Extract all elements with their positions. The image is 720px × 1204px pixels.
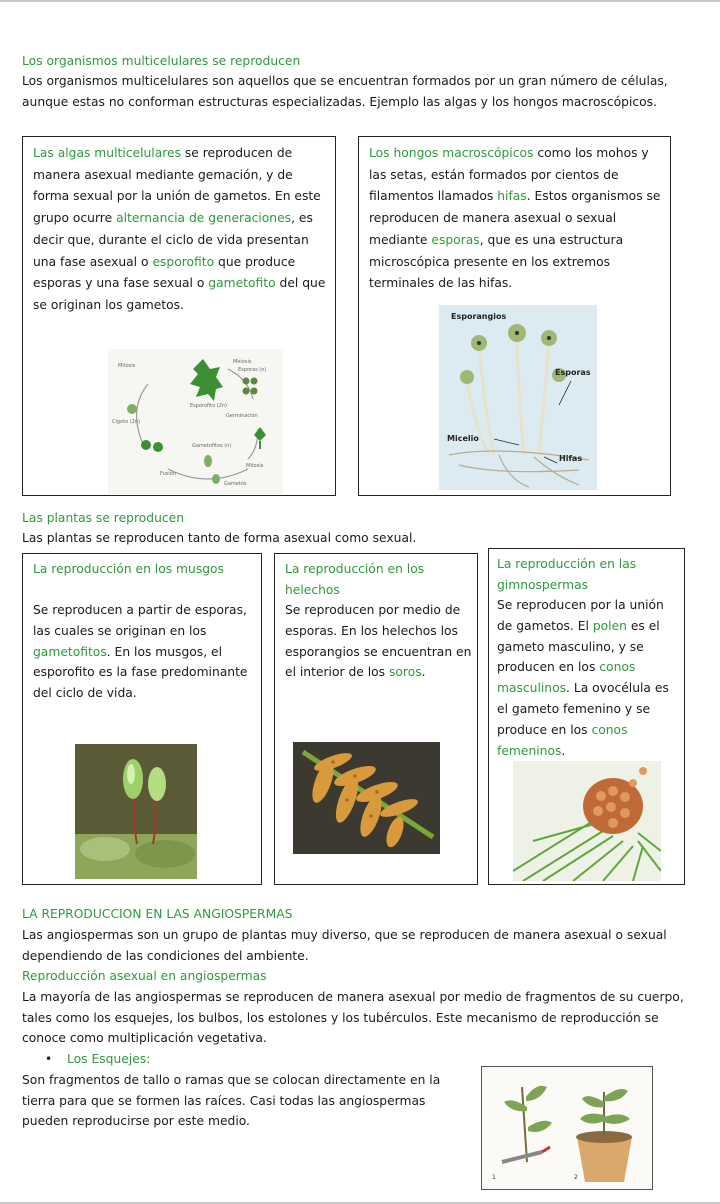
moss-photo xyxy=(75,744,197,879)
diagram-label: Mitosis xyxy=(118,363,136,369)
term-hifas: hifas xyxy=(497,189,527,204)
term-gametofitos: gametofitos xyxy=(33,644,107,659)
musgos-text-1: Se reproducen a partir de esporas, las cuales se originan en los xyxy=(33,603,247,638)
gimnospermas-title: La reproducción en las gimnospermas xyxy=(497,557,637,592)
term-algas: Las algas multicelulares xyxy=(33,146,181,160)
diagram-label: Mitosis xyxy=(246,463,264,469)
algas-text-2: , es decir que, durante el ciclo de vida presentan una fase asexual o xyxy=(33,211,313,269)
gimnospermas-text-3: . La ovocélula es el gameto femenino y se produce en los xyxy=(497,681,669,737)
algas-text xyxy=(33,143,329,317)
label-hifas: Hifas xyxy=(559,454,583,463)
gimnospermas-text-2: es el gameto masculino, y se producen en los xyxy=(497,618,660,675)
term-conos-femeninos: conos femeninos xyxy=(497,722,628,758)
figure-label-2: 2 xyxy=(574,1174,578,1181)
diagram-label: Germinación xyxy=(226,413,258,419)
top-rule xyxy=(0,0,720,2)
diagram-label: Gametofitos (n) xyxy=(192,443,232,449)
term-alternancia: alternancia de generaciones xyxy=(116,211,292,226)
algae-life-cycle-diagram xyxy=(108,349,283,494)
figure-label-1: 1 xyxy=(492,1174,496,1181)
diagram-label: Meiosis xyxy=(233,359,252,365)
subtitle-asexual: Reproducción asexual en angiospermas xyxy=(22,969,267,983)
cigoto-icon xyxy=(127,404,137,414)
section-title-plantas: Las plantas se reproducen xyxy=(22,511,184,525)
hongos-text-2: . Estos organismos se reproducen de manera asexual o sexual mediante xyxy=(369,189,661,247)
term-hongos: Los hongos macroscópicos xyxy=(369,146,534,160)
fern-photo xyxy=(293,742,440,854)
intro-angiospermas: Las angiospermas son un grupo de plantas muy diverso, que se reproducen de manera asexual o sexual dependiendo de las condiciones del ambiente. xyxy=(22,928,667,963)
hongos-text-1: como los mohos y las setas, están formados por cientos de filamentos llamados xyxy=(369,146,649,204)
gimnospermas-text xyxy=(497,595,682,761)
text-asexual: La mayoría de las angiospermas se reproducen de manera asexual por medio de fragmentos de su cuerpo, tales como los esquejes, los bulbos, los estolones y los tubérculos. Este mecanismo de reproducción se conoce como multiplicación vegetativa. xyxy=(22,990,684,1045)
algas-text-3: que produce esporas y una fase sexual o xyxy=(33,254,296,291)
term-esporofito: esporofito xyxy=(152,254,215,269)
bullet-esquejes: • Los Esquejes: xyxy=(67,1049,150,1070)
term-esporas: esporas xyxy=(431,232,480,247)
hongos-text xyxy=(369,143,665,295)
diagram-label: Cigoto (2n) xyxy=(112,419,140,425)
section-title-multicelulares: Los organismos multicelulares se reproducen xyxy=(22,54,301,68)
helechos-box xyxy=(274,553,478,885)
gimnospermas-box xyxy=(488,548,685,885)
musgos-box xyxy=(22,553,262,885)
text-esquejes: Son fragmentos de tallo o ramas que se colocan directamente en la tierra para que se formen las raíces. Casi todas las angiospermas pueden reproducirse por este medio. xyxy=(22,1073,441,1128)
musgos-text xyxy=(33,600,253,704)
term-soros: soros xyxy=(388,665,422,680)
term-polen: polen xyxy=(592,618,627,633)
hongos-box xyxy=(358,136,671,496)
label-esporangios: Esporangios xyxy=(451,312,507,321)
label-micelio: Micelio xyxy=(447,434,479,443)
musgos-title: La reproducción en los musgos xyxy=(33,562,224,576)
esquejes-figure-frame xyxy=(481,1066,653,1190)
term-gametofito: gametofito xyxy=(208,276,276,291)
esquejes-illustration xyxy=(482,1067,652,1189)
helechos-text-2: . xyxy=(421,665,426,680)
gimnospermas-text-4: . xyxy=(561,743,566,758)
algas-text-4: del que se originan los gametos. xyxy=(33,276,326,312)
mold-diagram xyxy=(439,305,597,490)
diagram-label: Gametos xyxy=(224,481,247,487)
helechos-text xyxy=(285,600,475,683)
diagram-label: Fusión xyxy=(160,471,176,477)
helechos-text-1: Se reproducen por medio de esporas. En los helechos los esporangios se encuentran en el interior de los xyxy=(285,603,472,680)
hongos-text-3: , que es una estructura microscópica presente en los extremos terminales de las hifas. xyxy=(369,232,624,291)
diagram-label: Esporas (n) xyxy=(238,367,267,373)
helechos-title: La reproducción en los helechos xyxy=(285,562,425,597)
musgos-text-2: . En los musgos, el esporofito es la fase predominante del ciclo de vida. xyxy=(33,644,248,701)
label-esporas: Esporas xyxy=(555,368,591,377)
term-conos-masculinos: conos masculinos xyxy=(497,660,636,696)
pine-cone-photo xyxy=(513,761,661,881)
algas-text-1: se reproducen de manera asexual mediante gemación, y de forma sexual por la unión de gametos. En este grupo ocurre xyxy=(33,146,321,226)
gimnospermas-text-1: Se reproducen por la unión de gametos. El xyxy=(497,598,664,633)
intro-plantas: Las plantas se reproducen tanto de forma asexual como sexual. xyxy=(22,531,417,545)
intro-multicelulares: Los organismos multicelulares son aquellos que se encuentran formados por un gran número de células, aunque estas no conforman estructuras especializadas. Ejemplo las algas y los hongos macroscópicos. xyxy=(22,74,668,109)
algas-box xyxy=(22,136,336,496)
diagram-label: Esporofito (2n) xyxy=(190,403,228,409)
section-title-angiospermas: LA REPRODUCCION EN LAS ANGIOSPERMAS xyxy=(22,907,293,921)
